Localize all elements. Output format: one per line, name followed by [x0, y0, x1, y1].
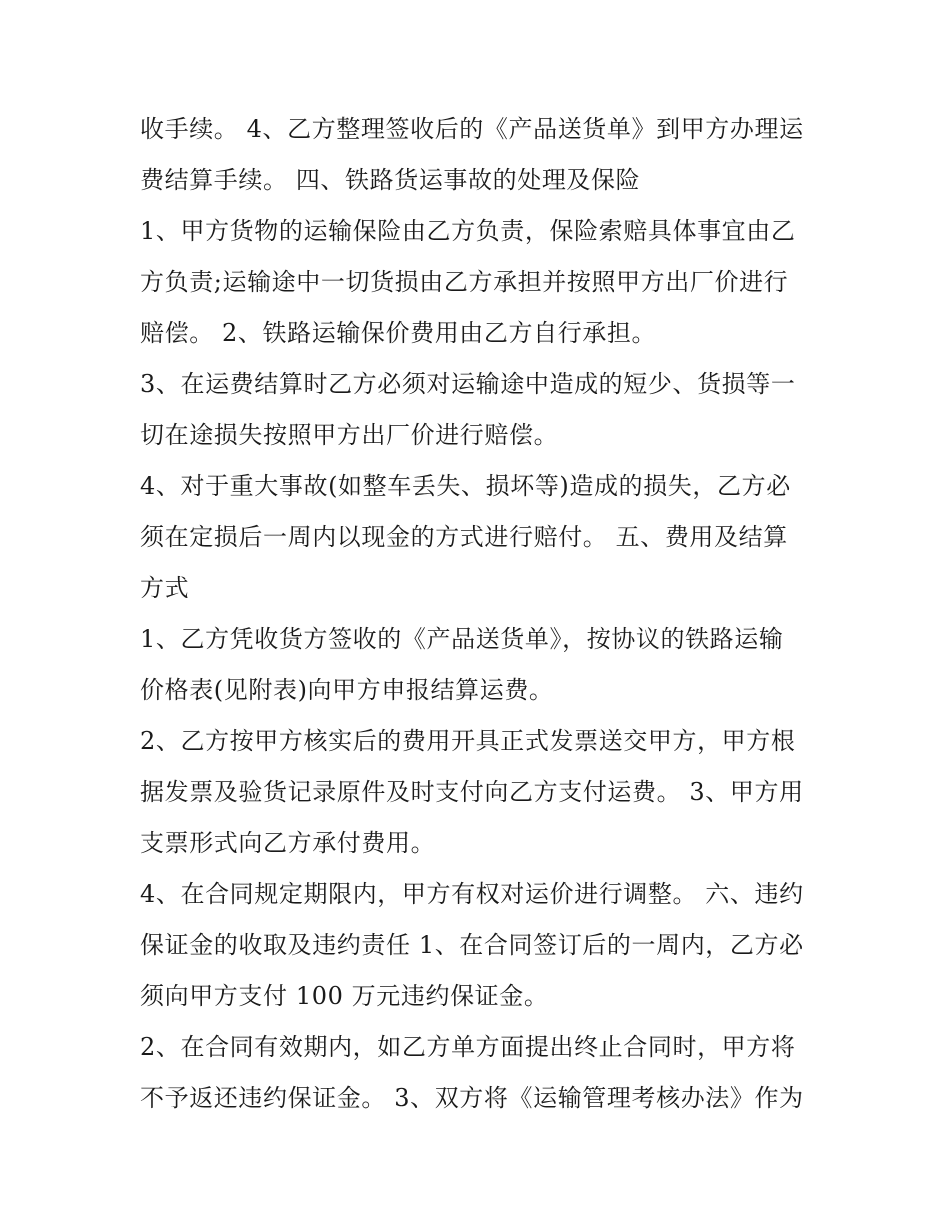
text-line: 据发票及验货记录原件及时支付向乙方支付运费。 3、甲方用: [140, 778, 804, 806]
text-line: 2、乙方按甲方核实后的费用开具正式发票送交甲方，甲方根: [140, 727, 796, 755]
text-line: 不予返还违约保证金。 3、双方将《运输管理考核办法》作为: [140, 1084, 804, 1112]
text-line: 2、在合同有效期内，如乙方单方面提出终止合同时，甲方将: [140, 1033, 796, 1061]
text-line: 价格表(见附表)向甲方申报结算运费。: [140, 676, 554, 704]
text-line: 1、乙方凭收货方签收的《产品送货单》，按协议的铁路运输: [140, 625, 784, 653]
document-body: [140, 104, 820, 1124]
text-line: 保证金的收取及违约责任 1、在合同签订后的一周内，乙方必: [140, 931, 804, 959]
text-line: 费结算手续。 四、铁路货运事故的处理及保险: [140, 166, 641, 194]
text-line: 收手续。 4、乙方整理签收后的《产品送货单》到甲方办理运: [140, 115, 804, 143]
text-line: 4、对于重大事故(如整车丢失、损坏等)造成的损失，乙方必: [140, 472, 791, 500]
text-line: 支票形式向乙方承付费用。: [140, 829, 436, 857]
text-line: 3、在运费结算时乙方必须对运输途中造成的短少、货损等一: [140, 370, 796, 398]
text-line: 方负责;运输途中一切货损由乙方承担并按照甲方出厂价进行: [140, 268, 789, 296]
text-line: 赔偿。 2、铁路运输保价费用由乙方自行承担。: [140, 319, 657, 347]
text-line: 须向甲方支付 100 万元违约保证金。: [140, 982, 549, 1010]
text-line: 1、甲方货物的运输保险由乙方负责，保险索赔具体事宜由乙: [140, 217, 796, 245]
text-line: 切在途损失按照甲方出厂价进行赔偿。: [140, 421, 559, 449]
text-line: 4、在合同规定期限内，甲方有权对运价进行调整。 六、违约: [140, 880, 804, 908]
text-line: 须在定损后一周内以现金的方式进行赔付。 五、费用及结算: [140, 523, 788, 551]
text-line: 方式: [140, 574, 190, 602]
